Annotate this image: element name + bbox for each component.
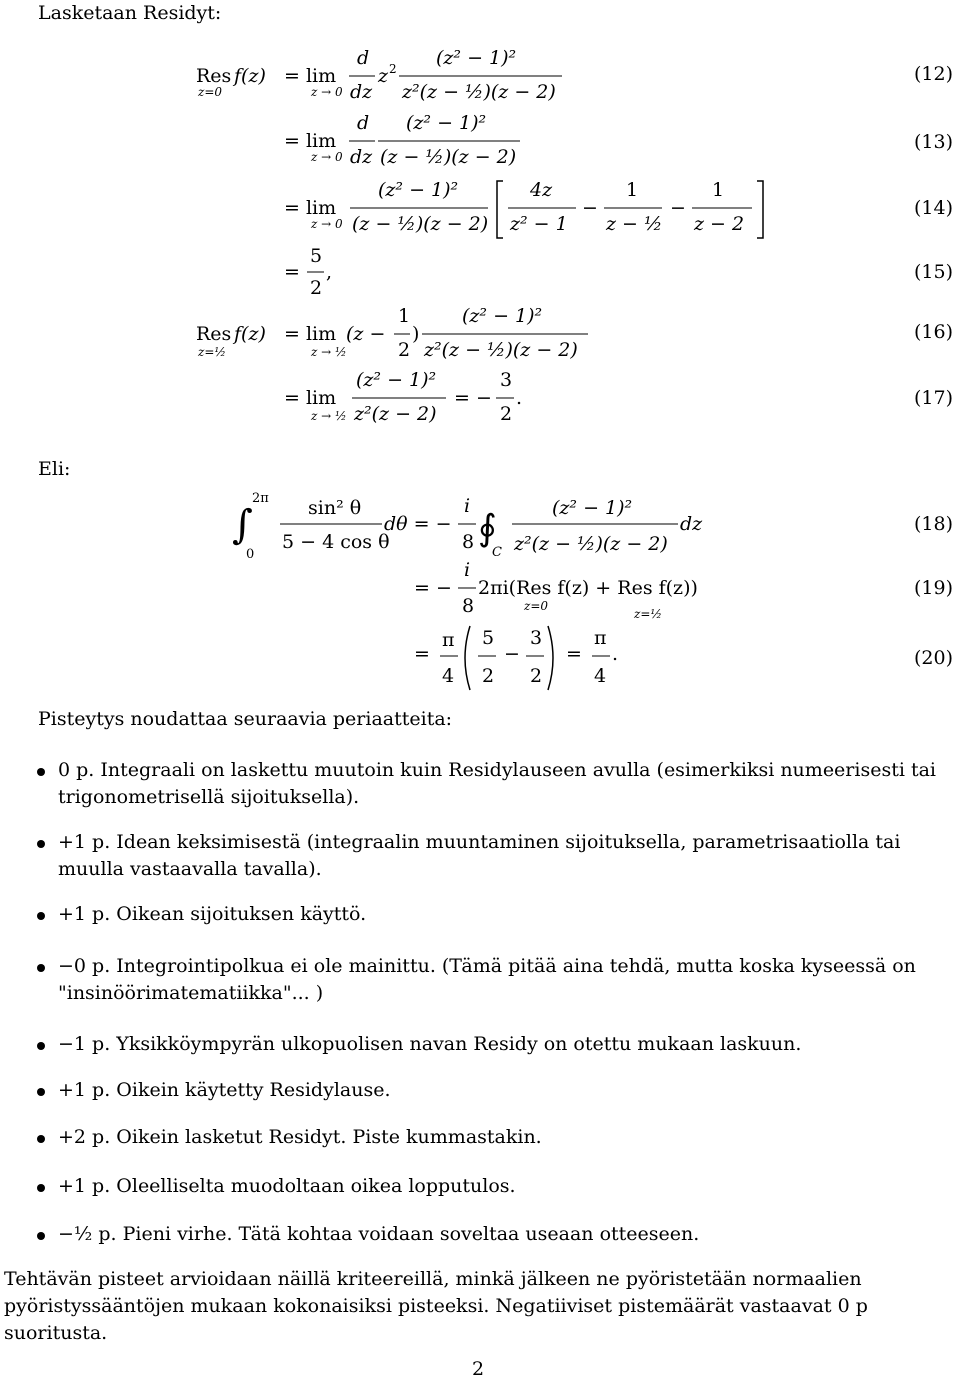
svg-text:(z² − 1)²: (z² − 1)² [462, 305, 543, 327]
bullet-icon [37, 912, 45, 920]
equation-19 [414, 559, 698, 621]
criterion-text: +1 p. Idean keksimisestä (integraalin muuntaminen sijoituksella, parametrisaatiolla tai muulla vastaavalla tavalla). [58, 831, 901, 880]
svg-text:= −: = − [414, 577, 452, 599]
equation-number: (19) [914, 577, 954, 599]
bullet-icon [37, 1232, 45, 1240]
svg-text:2: 2 [500, 403, 513, 425]
equation-number: (18) [914, 513, 954, 535]
bullet-icon [37, 964, 45, 972]
svg-text:z − ½: z − ½ [606, 213, 663, 235]
criterion-text: +1 p. Oikein käytetty Residylause. [58, 1079, 391, 1101]
svg-text:(z² − 1)²: (z² − 1)² [436, 47, 517, 69]
svg-text:∫: ∫ [232, 502, 253, 548]
svg-text:f(z): f(z) [234, 65, 266, 87]
svg-text:−: − [582, 197, 598, 219]
page-number: 2 [472, 1358, 485, 1380]
svg-text:.: . [612, 643, 619, 665]
svg-text:5: 5 [482, 627, 495, 649]
equation-number: (13) [914, 131, 954, 153]
svg-text:z=½: z=½ [198, 345, 227, 359]
svg-text:d: d [357, 112, 370, 134]
svg-text:f(z): f(z) [234, 323, 266, 345]
svg-text:z → 0: z → 0 [311, 150, 343, 164]
svg-text:d: d [357, 47, 370, 69]
criterion-text: 0 p. Integraali on laskettu muutoin kuin Residylauseen avulla (esimerkiksi numeerisesti tai trigonometrisellä sijoituksella). [58, 759, 936, 808]
svg-text:dz: dz [680, 513, 703, 535]
svg-text:−: − [670, 197, 686, 219]
svg-text:4z: 4z [530, 179, 553, 201]
svg-text:dθ = −: dθ = − [384, 513, 452, 535]
svg-text:= lim: = lim [284, 323, 337, 345]
criterion-text: −1 p. Yksikköympyrän ulkopuolisen navan Residy on otettu mukaan laskuun. [58, 1033, 802, 1055]
equation-12 [196, 47, 562, 103]
svg-text:z − 2: z − 2 [694, 213, 745, 235]
svg-text:(z² − 1)²: (z² − 1)² [406, 112, 487, 134]
svg-text:π: π [442, 629, 455, 651]
svg-text:8: 8 [462, 531, 475, 553]
svg-text:1: 1 [626, 179, 639, 201]
svg-text:dz: dz [350, 146, 373, 168]
svg-text:∮: ∮ [478, 508, 497, 549]
svg-text:z → ½: z → ½ [311, 409, 347, 423]
svg-text:(z² − 1)²: (z² − 1)² [378, 179, 459, 201]
svg-text:,: , [326, 261, 333, 283]
equation-number-list [914, 63, 953, 669]
svg-text:z=0: z=0 [524, 599, 549, 613]
equation-15 [284, 245, 332, 299]
svg-text:z: z [378, 65, 389, 87]
svg-text:=: = [414, 643, 430, 665]
svg-text:z²(z − ½)(z − 2): z²(z − ½)(z − 2) [424, 339, 578, 361]
svg-text:2: 2 [389, 62, 397, 76]
svg-text:=: = [284, 261, 300, 283]
svg-text:2: 2 [398, 339, 411, 361]
bullet-icon [37, 768, 45, 776]
svg-text:0: 0 [246, 547, 255, 562]
svg-text:= lim: = lim [284, 197, 337, 219]
svg-text:z → 0: z → 0 [311, 85, 343, 99]
svg-text:1: 1 [398, 305, 411, 327]
svg-text:= −: = − [454, 387, 492, 409]
bullet-icon [37, 1135, 45, 1143]
bullet-icon [37, 840, 45, 848]
svg-text:2: 2 [310, 277, 323, 299]
svg-text:z=0: z=0 [198, 85, 223, 99]
svg-text:8: 8 [462, 595, 475, 617]
equation-number: (15) [914, 261, 954, 283]
svg-text:C: C [492, 545, 502, 560]
equation-16 [196, 305, 588, 361]
svg-text:5 − 4 cos θ: 5 − 4 cos θ [282, 531, 390, 553]
svg-text:): ) [412, 323, 420, 345]
svg-text:5: 5 [310, 245, 323, 267]
equation-20 [414, 626, 618, 690]
svg-text:4: 4 [594, 665, 607, 687]
svg-text:2πi(Res f(z) + Res f(z)): 2πi(Res f(z) + Res f(z)) [478, 577, 698, 599]
bullet-icon [37, 1042, 45, 1050]
svg-text:3: 3 [530, 627, 543, 649]
svg-text:−: − [504, 643, 520, 665]
svg-text:(z −: (z − [346, 323, 386, 345]
svg-text:(z − ½)(z − 2): (z − ½)(z − 2) [352, 213, 489, 235]
svg-text:2π: 2π [252, 491, 269, 506]
svg-text:4: 4 [442, 665, 455, 687]
svg-text:z² − 1: z² − 1 [510, 213, 568, 235]
svg-text:.: . [516, 387, 523, 409]
svg-text:i: i [464, 559, 471, 581]
svg-text:dz: dz [350, 81, 373, 103]
equation-number: (12) [914, 63, 954, 85]
svg-text:= lim: = lim [284, 387, 337, 409]
svg-text:z=½: z=½ [634, 607, 663, 621]
svg-text:2: 2 [482, 665, 495, 687]
svg-text:2: 2 [530, 665, 543, 687]
svg-text:(z² − 1)²: (z² − 1)² [552, 497, 633, 519]
equation-number: (17) [914, 387, 954, 409]
bullet-icon [37, 1184, 45, 1192]
section-heading: Lasketaan Residyt: [38, 2, 222, 24]
svg-text:sin² θ: sin² θ [308, 497, 362, 519]
criterion-text: +1 p. Oleelliselta muodoltaan oikea lopputulos. [58, 1175, 516, 1197]
equation-17 [284, 369, 522, 425]
criteria-intro: Pisteytys noudattaa seuraavia periaatteita: [38, 708, 453, 730]
criterion-text: −0 p. Integrointipolkua ei ole mainittu. (Tämä pitää aina tehdä, mutta koska kyseessä on "insinöörimatematiikka"... ) [58, 955, 916, 1004]
equation-number: (16) [914, 321, 954, 343]
equation-14 [284, 179, 763, 238]
svg-text:= lim: = lim [284, 65, 337, 87]
svg-text:π: π [594, 627, 607, 649]
svg-text:=: = [566, 643, 582, 665]
criterion-text: −½ p. Pieni virhe. Tätä kohtaa voidaan soveltaa useaan otteeseen. [58, 1223, 700, 1245]
footer-paragraph: Tehtävän pisteet arvioidaan näillä kriteereillä, minkä jälkeen ne pyöristetään normaalien pyöristyssääntöjen mukaan kokonaisiksi pisteeksi. Negatiiviset pistemäärät vastaavat 0 p suoritusta. [4, 1268, 868, 1344]
svg-text:= lim: = lim [284, 130, 337, 152]
svg-text:z²(z − 2): z²(z − 2) [354, 403, 437, 425]
svg-text:Res: Res [196, 65, 232, 87]
bullet-icon [37, 1088, 45, 1096]
svg-text:Res: Res [196, 323, 232, 345]
svg-text:(z² − 1)²: (z² − 1)² [356, 369, 437, 391]
svg-text:1: 1 [712, 179, 725, 201]
svg-text:(z − ½)(z − 2): (z − ½)(z − 2) [380, 146, 517, 168]
svg-text:3: 3 [500, 369, 513, 391]
criterion-text: +1 p. Oikean sijoituksen käyttö. [58, 903, 367, 925]
svg-text:z → ½: z → ½ [311, 345, 347, 359]
equation-13 [284, 112, 520, 168]
eli-label: Eli: [38, 458, 71, 480]
svg-text:i: i [464, 495, 471, 517]
equation-18 [232, 491, 703, 562]
equation-number: (20) [914, 647, 954, 669]
criterion-text: +2 p. Oikein lasketut Residyt. Piste kummastakin. [58, 1126, 542, 1148]
svg-text:z²(z − ½)(z − 2): z²(z − ½)(z − 2) [514, 533, 668, 555]
svg-text:z → 0: z → 0 [311, 217, 343, 231]
svg-text:z²(z − ½)(z − 2): z²(z − ½)(z − 2) [402, 81, 556, 103]
equation-number: (14) [914, 197, 954, 219]
